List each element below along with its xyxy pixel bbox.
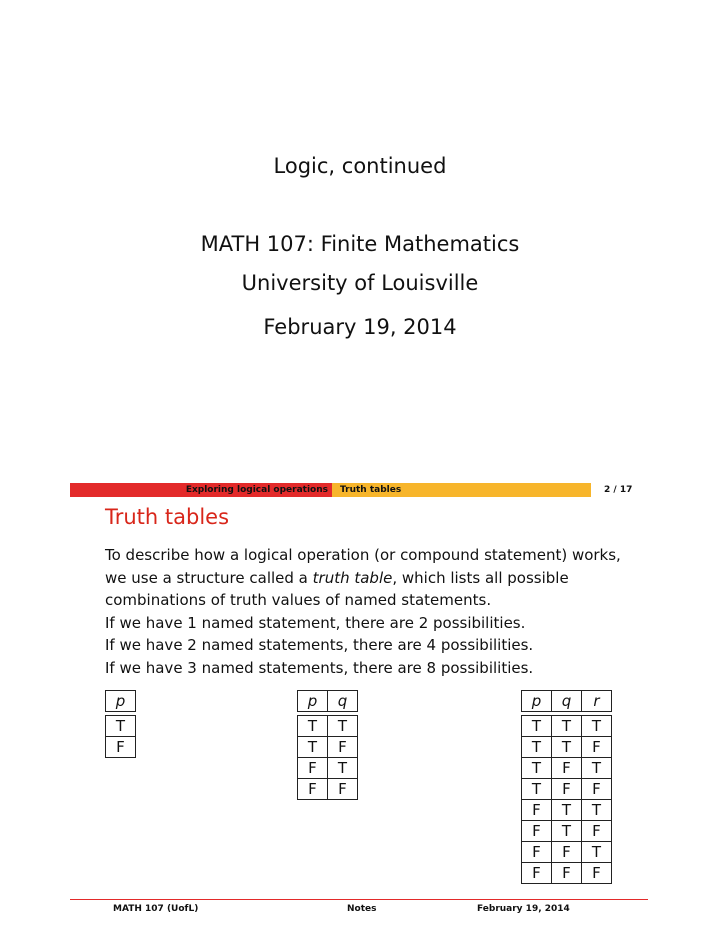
table-cell: T (522, 779, 552, 800)
table-row (522, 779, 612, 800)
table-cell: F (298, 779, 328, 800)
body-line-1: To describe how a logical operation (or compound statement) works, (105, 546, 621, 564)
table-row (298, 758, 358, 779)
frame-title: Truth tables (105, 505, 230, 529)
table-header-cell: q (328, 691, 358, 712)
body-line-4: If we have 1 named statement, there are 2 possibilities. (105, 613, 526, 632)
table-cell: F (582, 737, 612, 758)
table-cell: T (328, 758, 358, 779)
table-cell: T (582, 800, 612, 821)
table-cell: F (328, 737, 358, 758)
truth-table-three (521, 690, 612, 884)
table-row (106, 737, 136, 758)
table-header-cell: p (106, 691, 136, 712)
header-subsection-bar (332, 483, 591, 497)
table-header-cell: p (522, 691, 552, 712)
table-cell: F (582, 821, 612, 842)
table-cell: F (106, 737, 136, 758)
footer-right: February 19, 2014 (477, 904, 570, 914)
table-cell: F (582, 863, 612, 884)
table-cell: T (582, 842, 612, 863)
table-row (298, 716, 358, 737)
table-cell: F (552, 842, 582, 863)
table-header-row (106, 691, 136, 712)
institution: University of Louisville (241, 271, 479, 295)
footer-middle: Notes (347, 904, 377, 914)
page-number: 2 / 17 (604, 485, 633, 495)
table-cell: T (522, 716, 552, 737)
table-cell: F (522, 800, 552, 821)
table-row (522, 737, 612, 758)
body-line-2 (105, 567, 665, 590)
table-header-row (522, 691, 612, 712)
table-row (522, 758, 612, 779)
table-row (522, 716, 612, 737)
table-cell: F (552, 863, 582, 884)
table-cell: F (552, 779, 582, 800)
body-line-2-pre: we use a structure called a (105, 568, 313, 587)
table-header-cell: q (552, 691, 582, 712)
table-row (106, 716, 136, 737)
table-cell: T (552, 800, 582, 821)
header-section-bar (70, 483, 332, 497)
table-cell: T (298, 716, 328, 737)
table-row (298, 779, 358, 800)
table-cell: T (522, 758, 552, 779)
table-cell: F (522, 842, 552, 863)
table-row (522, 863, 612, 884)
table-cell: T (106, 716, 136, 737)
table-cell: F (582, 779, 612, 800)
footer-left: MATH 107 (UofL) (113, 904, 199, 914)
table-row (522, 842, 612, 863)
truth-table-two (297, 690, 358, 800)
table-cell: T (582, 758, 612, 779)
table-header-row (298, 691, 358, 712)
table-cell: T (582, 716, 612, 737)
term-truth-table: truth table (312, 568, 393, 587)
table-row (522, 800, 612, 821)
truth-table-one (105, 690, 136, 758)
body-text (105, 544, 665, 679)
body-line-2-post: , which lists all possible (392, 568, 569, 587)
table-cell: F (328, 779, 358, 800)
table-row (522, 821, 612, 842)
table-cell: T (522, 737, 552, 758)
table-cell: T (552, 821, 582, 842)
table-cell: T (298, 737, 328, 758)
table-cell: T (328, 716, 358, 737)
body-line-6: If we have 3 named statements, there are 8 possibilities. (105, 658, 534, 677)
body-line-5: If we have 2 named statements, there are 4 possibilities. (105, 636, 534, 654)
table-header-cell: r (582, 691, 612, 712)
footer-divider (70, 899, 648, 900)
table-row (298, 737, 358, 758)
course-name: MATH 107: Finite Mathematics (200, 232, 520, 256)
table-cell: T (552, 716, 582, 737)
header-subsection-label[interactable]: Truth tables (340, 485, 402, 495)
header-section-label[interactable]: Exploring logical operations (185, 485, 328, 495)
table-cell: F (522, 821, 552, 842)
table-cell: F (522, 863, 552, 884)
body-line-3: combinations of truth values of named statements. (105, 591, 492, 609)
table-header-cell: p (298, 691, 328, 712)
table-cell: F (552, 758, 582, 779)
slide-title: Logic, continued (273, 154, 447, 178)
table-cell: F (298, 758, 328, 779)
date: February 19, 2014 (263, 315, 457, 339)
table-cell: T (552, 737, 582, 758)
